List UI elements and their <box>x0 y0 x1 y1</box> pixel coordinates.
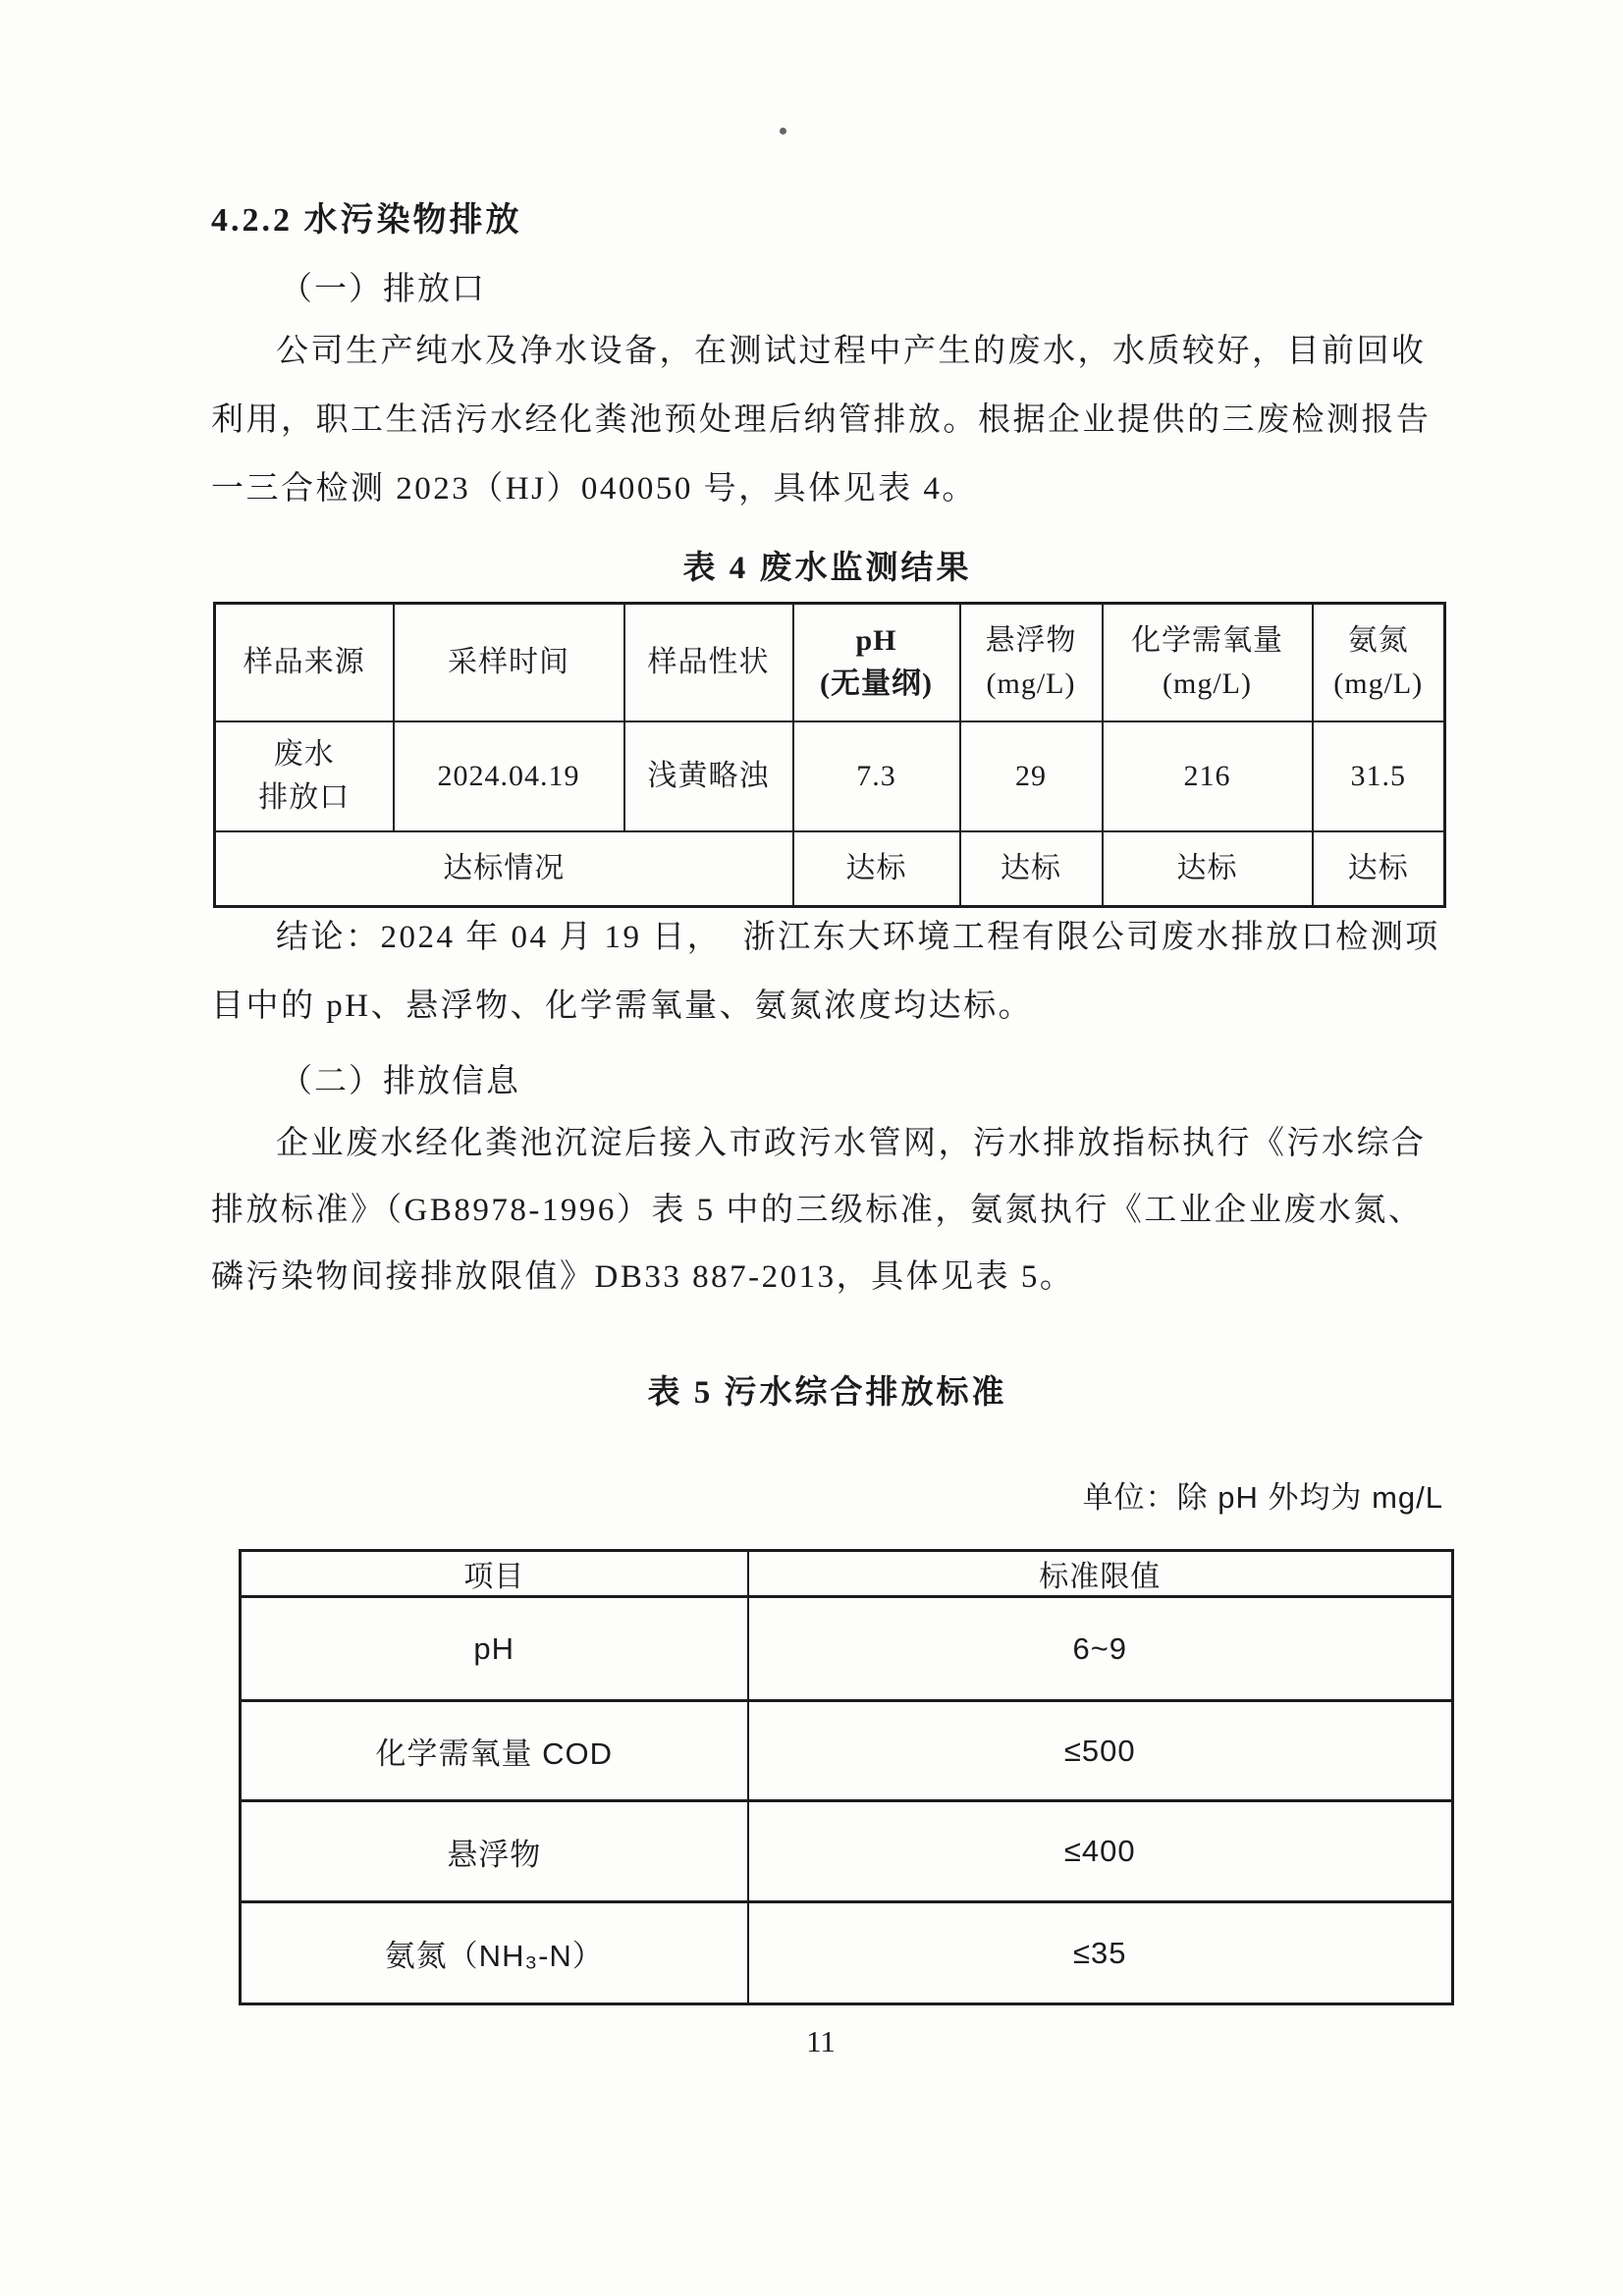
cell-limit-ss: ≤400 <box>748 1801 1453 1902</box>
table4-header-ph <box>793 604 960 721</box>
header-name: pH <box>855 624 897 658</box>
cell-ammonia-compliance: 达标 <box>1313 831 1445 907</box>
table5-title: 表 5 污水综合排放标准 <box>647 1375 1007 1411</box>
conclusion-line-1: 结论：2024 年 04 月 19 日， 浙江东大环境工程有限公司废水排放口检测项 <box>276 920 1440 955</box>
cell-compliance-label: 达标情况 <box>215 831 793 907</box>
cell-limit-cod: ≤500 <box>748 1701 1453 1801</box>
table5-row-ammonia <box>241 1902 1453 2004</box>
header-unit: (mg/L) <box>1163 667 1252 700</box>
cell-item-ph: pH <box>241 1597 748 1701</box>
cell-item-ammonia: 氨氮（NH₃-N） <box>241 1902 748 2004</box>
cell-appearance: 浅黄略浊 <box>624 721 793 831</box>
table5-row-cod <box>241 1701 1453 1801</box>
table4-compliance-row <box>215 831 1445 907</box>
cell-ss-value: 29 <box>960 721 1103 831</box>
table5-header-limit: 标准限值 <box>748 1551 1453 1597</box>
header-name: 样品来源 <box>243 646 365 678</box>
table4-wastewater-monitoring <box>213 602 1446 908</box>
table4-title: 表 4 废水监测结果 <box>682 551 972 586</box>
page-number: 11 <box>806 2024 836 2058</box>
table5-header-item: 项目 <box>241 1551 748 1597</box>
cell-ss-compliance: 达标 <box>960 831 1103 907</box>
header-unit: (无量纲) <box>820 667 933 700</box>
table5-header-row <box>241 1551 1453 1597</box>
cell-sampling-date: 2024.04.19 <box>394 721 624 831</box>
paragraph-2-line-3: 磷污染物间接排放限值》DB33 887-2013，具体见表 5。 <box>211 1259 1075 1295</box>
subsection-1-heading: （一）排放口 <box>280 272 486 307</box>
header-name: 样品性状 <box>647 646 770 678</box>
table4-header-ammonia <box>1313 604 1445 721</box>
table4-data-row <box>215 721 1445 831</box>
table4-header-sample-source <box>215 604 394 721</box>
paragraph-1-line-1: 公司生产纯水及净水设备，在测试过程中产生的废水，水质较好，目前回收 <box>276 334 1427 369</box>
table4-header-row <box>215 604 1445 721</box>
ink-speck <box>780 128 786 134</box>
header-name: 化学需氧量 <box>1131 624 1283 658</box>
subsection-2-heading: （二）排放信息 <box>280 1064 520 1099</box>
cell-cod-compliance: 达标 <box>1103 831 1313 907</box>
cell-item-ss: 悬浮物 <box>241 1801 748 1902</box>
header-unit: (mg/L) <box>986 667 1076 700</box>
cell-ph-value: 7.3 <box>793 721 960 831</box>
cell-sample-source <box>215 721 394 831</box>
cell-cod-value: 216 <box>1103 721 1313 831</box>
table5-unit-note: 单位：除 pH 外均为 mg/L <box>1082 1480 1443 1515</box>
section-heading: 4.2.2 水污染物排放 <box>211 202 522 239</box>
cell-ph-compliance: 达标 <box>793 831 960 907</box>
header-name: 采样时间 <box>448 646 569 678</box>
paragraph-2-line-2: 排放标准》（GB8978-1996）表 5 中的三级标准，氨氮执行《工业企业废水氮、 <box>211 1193 1424 1228</box>
sample-source-line2: 排放口 <box>258 780 351 814</box>
header-name: 悬浮物 <box>985 624 1077 658</box>
table4-header-cod <box>1103 604 1313 721</box>
table5-discharge-standard <box>239 1549 1454 2005</box>
paragraph-1-line-2: 利用，职工生活污水经化粪池预处理后纳管排放。根据企业提供的三废检测报告 <box>211 402 1432 438</box>
table5-row-ss <box>241 1801 1453 1902</box>
table4-header-sampling-time <box>394 604 624 721</box>
header-unit: (mg/L) <box>1333 667 1424 700</box>
cell-ammonia-value: 31.5 <box>1313 721 1445 831</box>
cell-limit-ph: 6~9 <box>748 1597 1453 1701</box>
table4-header-suspended-solids <box>960 604 1103 721</box>
paragraph-1-line-3: 一三合检测 2023（HJ）040050 号，具体见表 4。 <box>211 471 977 507</box>
table5-row-ph <box>241 1597 1453 1701</box>
header-name: 氨氮 <box>1347 624 1409 658</box>
conclusion-line-2: 目中的 pH、悬浮物、化学需氧量、氨氮浓度均达标。 <box>211 988 1034 1024</box>
table4-header-sample-appearance <box>624 604 793 721</box>
cell-limit-ammonia: ≤35 <box>748 1902 1453 2004</box>
cell-item-cod: 化学需氧量 COD <box>241 1701 748 1801</box>
paragraph-2-line-1: 企业废水经化粪池沉淀后接入市政污水管网，污水排放指标执行《污水综合 <box>276 1126 1427 1161</box>
sample-source-line1: 废水 <box>273 738 335 771</box>
